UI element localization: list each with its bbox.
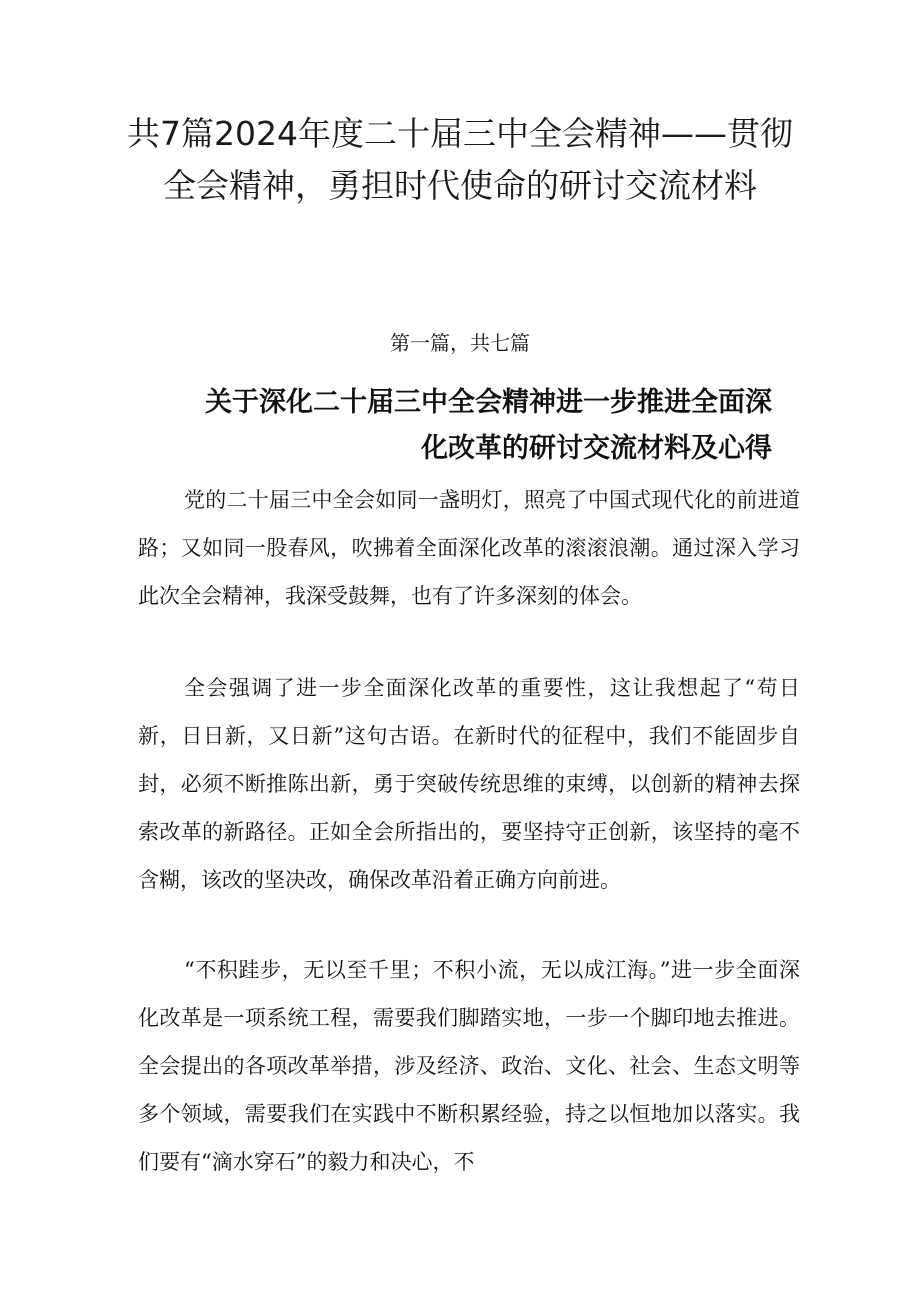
document-title: 共7篇2024年度二十届三中全会精神——贯彻全会精神，勇担时代使命的研讨交流材料 (127, 114, 793, 205)
body-paragraph: 党的二十届三中全会如同一盏明灯，照亮了中国式现代化的前进道路；又如同一股春风，吹拂着全面深化改革的滚滚浪潮。通过深入学习此次全会精神，我深受鼓舞，也有了许多深刻的体会。 (138, 488, 800, 608)
article-title-line-2: 化改革的研讨交流材料及心得 (421, 433, 772, 464)
body-paragraph: “不积跬步，无以至千里；不积小流，无以成江海。”进一步全面深化改革是一项系统工程，需要我们脚踏实地，一步一个脚印地去推进。全会提出的各项改革举措，涉及经济、政治、文化、社会、生态文明等多个领域，需要我们在实践中不断积累经验，持之以恒地加以落实。我们要有“滴水穿石”的毅力和决心，不 (138, 958, 800, 1174)
article-title (200, 380, 772, 472)
body-paragraph: 全会强调了进一步全面深化改革的重要性，这让我想起了“苟日新，日日新，又日新”这句古语。在新时代的征程中，我们不能固步自封，必须不断推陈出新，勇于突破传统思维的束缚，以创新的精神去探索改革的新路径。正如全会所指出的，要坚持守正创新，该坚持的毫不含糊，该改的坚决改，确保改革沿着正确方向前进。 (138, 676, 800, 892)
article-title-line-1: 关于深化二十届三中全会精神进一步推进全面深 (205, 387, 772, 418)
part-label: 第一篇，共七篇 (390, 331, 530, 355)
